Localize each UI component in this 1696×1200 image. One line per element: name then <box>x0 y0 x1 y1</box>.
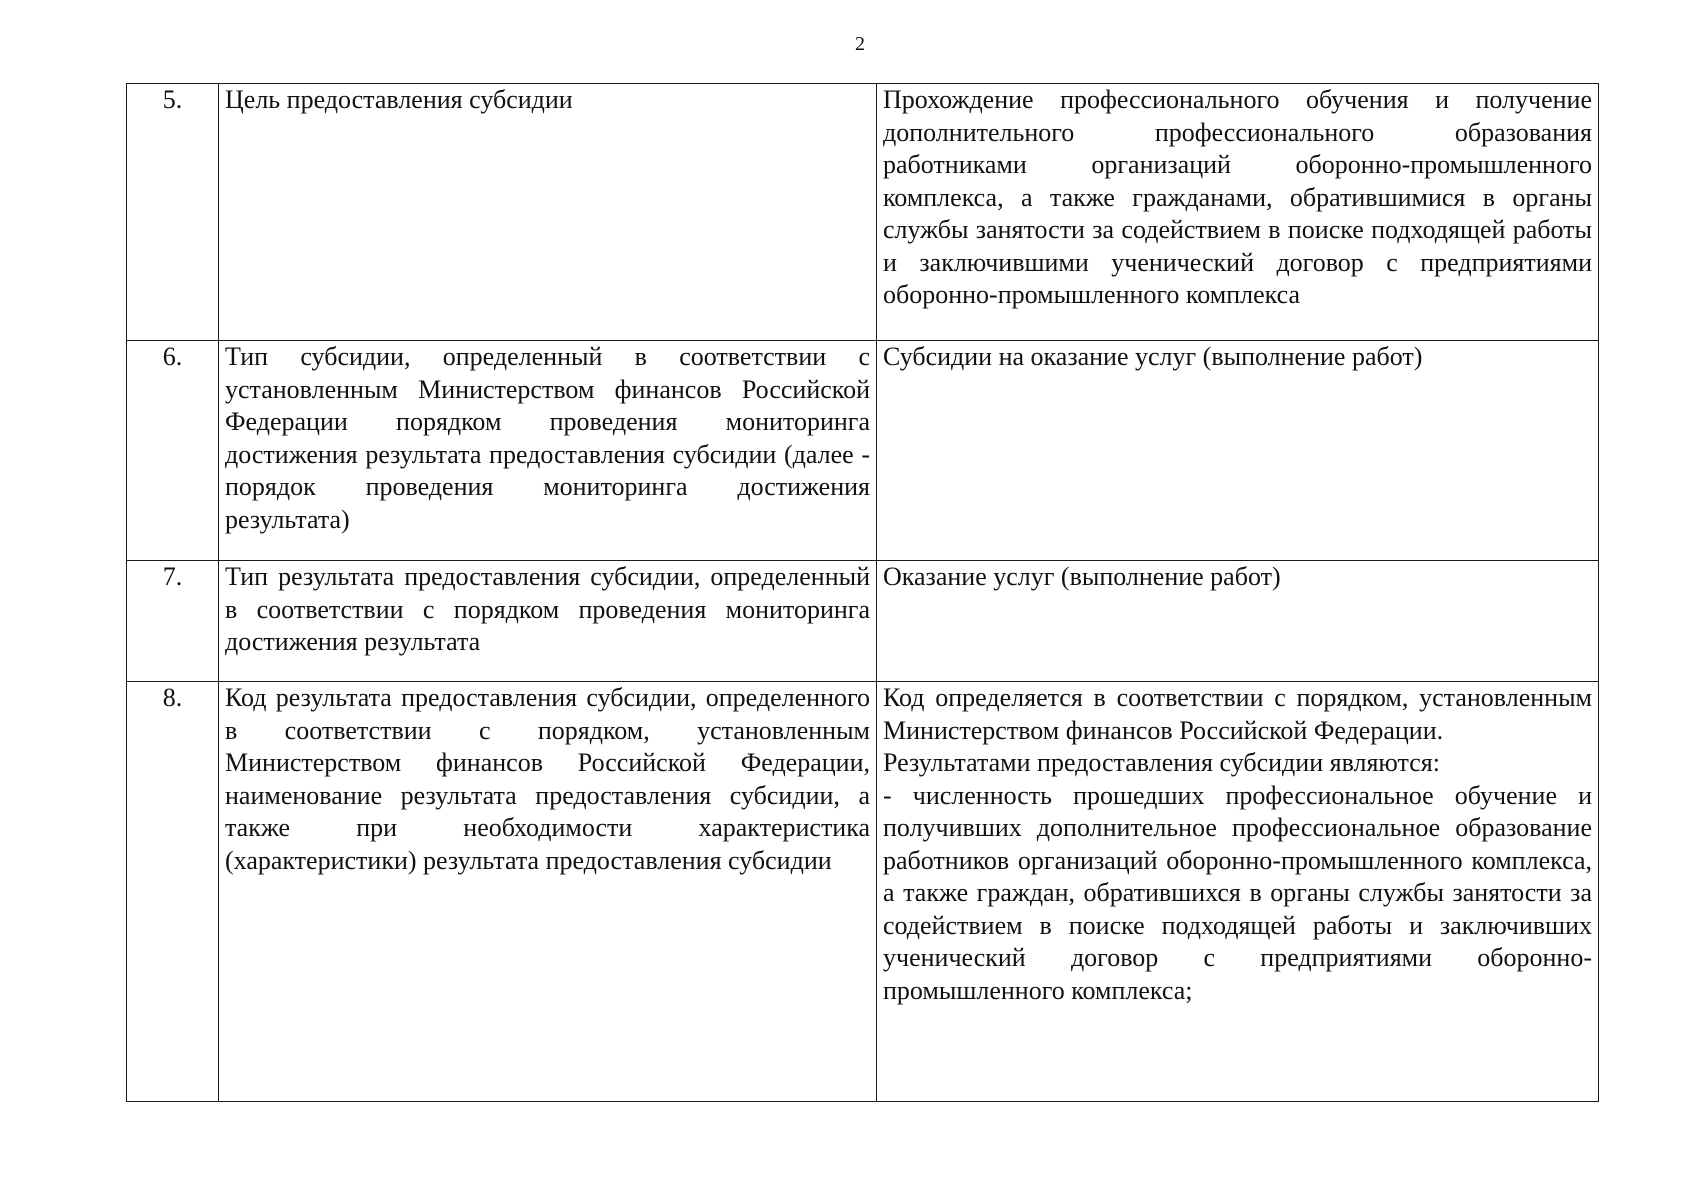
row-value-text: Результатами предоставления субсидии являются: <box>883 748 1440 777</box>
row-label <box>219 84 877 341</box>
row-number: 6. <box>127 341 219 561</box>
row-number: 5. <box>127 84 219 341</box>
row-value <box>877 84 1599 341</box>
table-row <box>127 561 1599 682</box>
row-value-text: Субсидии на оказание услуг (выполнение работ) <box>883 342 1423 371</box>
row-label <box>219 682 877 1102</box>
row-value-text: Прохождение профессионального обучения и получение дополнительного профессионального образования работниками организаций оборонно-промышленного комплекса, а также гражданами, обратившимися в органы службы занятости за содействием в поиске подходящей работы и заключившими ученический договор с предприятиями оборонно-промышленного комплекса <box>883 85 1592 309</box>
row-label <box>219 341 877 561</box>
page-number: 2 <box>855 33 865 55</box>
row-label-text: Тип субсидии, определенный в соответствии с установленным Министерством финансов Российской Федерации порядком проведения мониторинга достижения результата предоставления субсидии (далее - порядок проведения мониторинга достижения результата) <box>225 342 870 534</box>
row-label-text: Цель предоставления субсидии <box>225 85 573 114</box>
row-number: 8. <box>127 682 219 1102</box>
row-value-text: Оказание услуг (выполнение работ) <box>883 562 1281 591</box>
row-label <box>219 561 877 682</box>
row-value <box>877 561 1599 682</box>
subsidy-table <box>126 83 1599 1102</box>
row-label-text: Тип результата предоставления субсидии, определенный в соответствии с порядком проведения мониторинга достижения результата <box>225 562 870 656</box>
table-row <box>127 84 1599 341</box>
row-label-text: Код результата предоставления субсидии, определенного в соответствии с порядком, установленным Министерством финансов Российской Федерации, наименование результата предоставления субсидии, а также при необходимости характеристика (характеристики) результата предоставления субсидии <box>225 683 870 875</box>
row-number: 7. <box>127 561 219 682</box>
row-value <box>877 682 1599 1102</box>
row-value-text: Код определяется в соответствии с порядком, установленным Министерством финансов Российской Федерации. <box>883 683 1592 745</box>
row-value <box>877 341 1599 561</box>
table-row <box>127 682 1599 1102</box>
table-row <box>127 341 1599 561</box>
row-value-text: - численность прошедших профессиональное обучение и получивших дополнительное профессиональное образование работников организаций оборонно-промышленного комплекса, а также граждан, обратившихся в органы службы занятости за содействием в поиске подходящей работы и заключивших ученический договор с предприятиями оборонно-промышленного комплекса; <box>883 780 1592 1005</box>
